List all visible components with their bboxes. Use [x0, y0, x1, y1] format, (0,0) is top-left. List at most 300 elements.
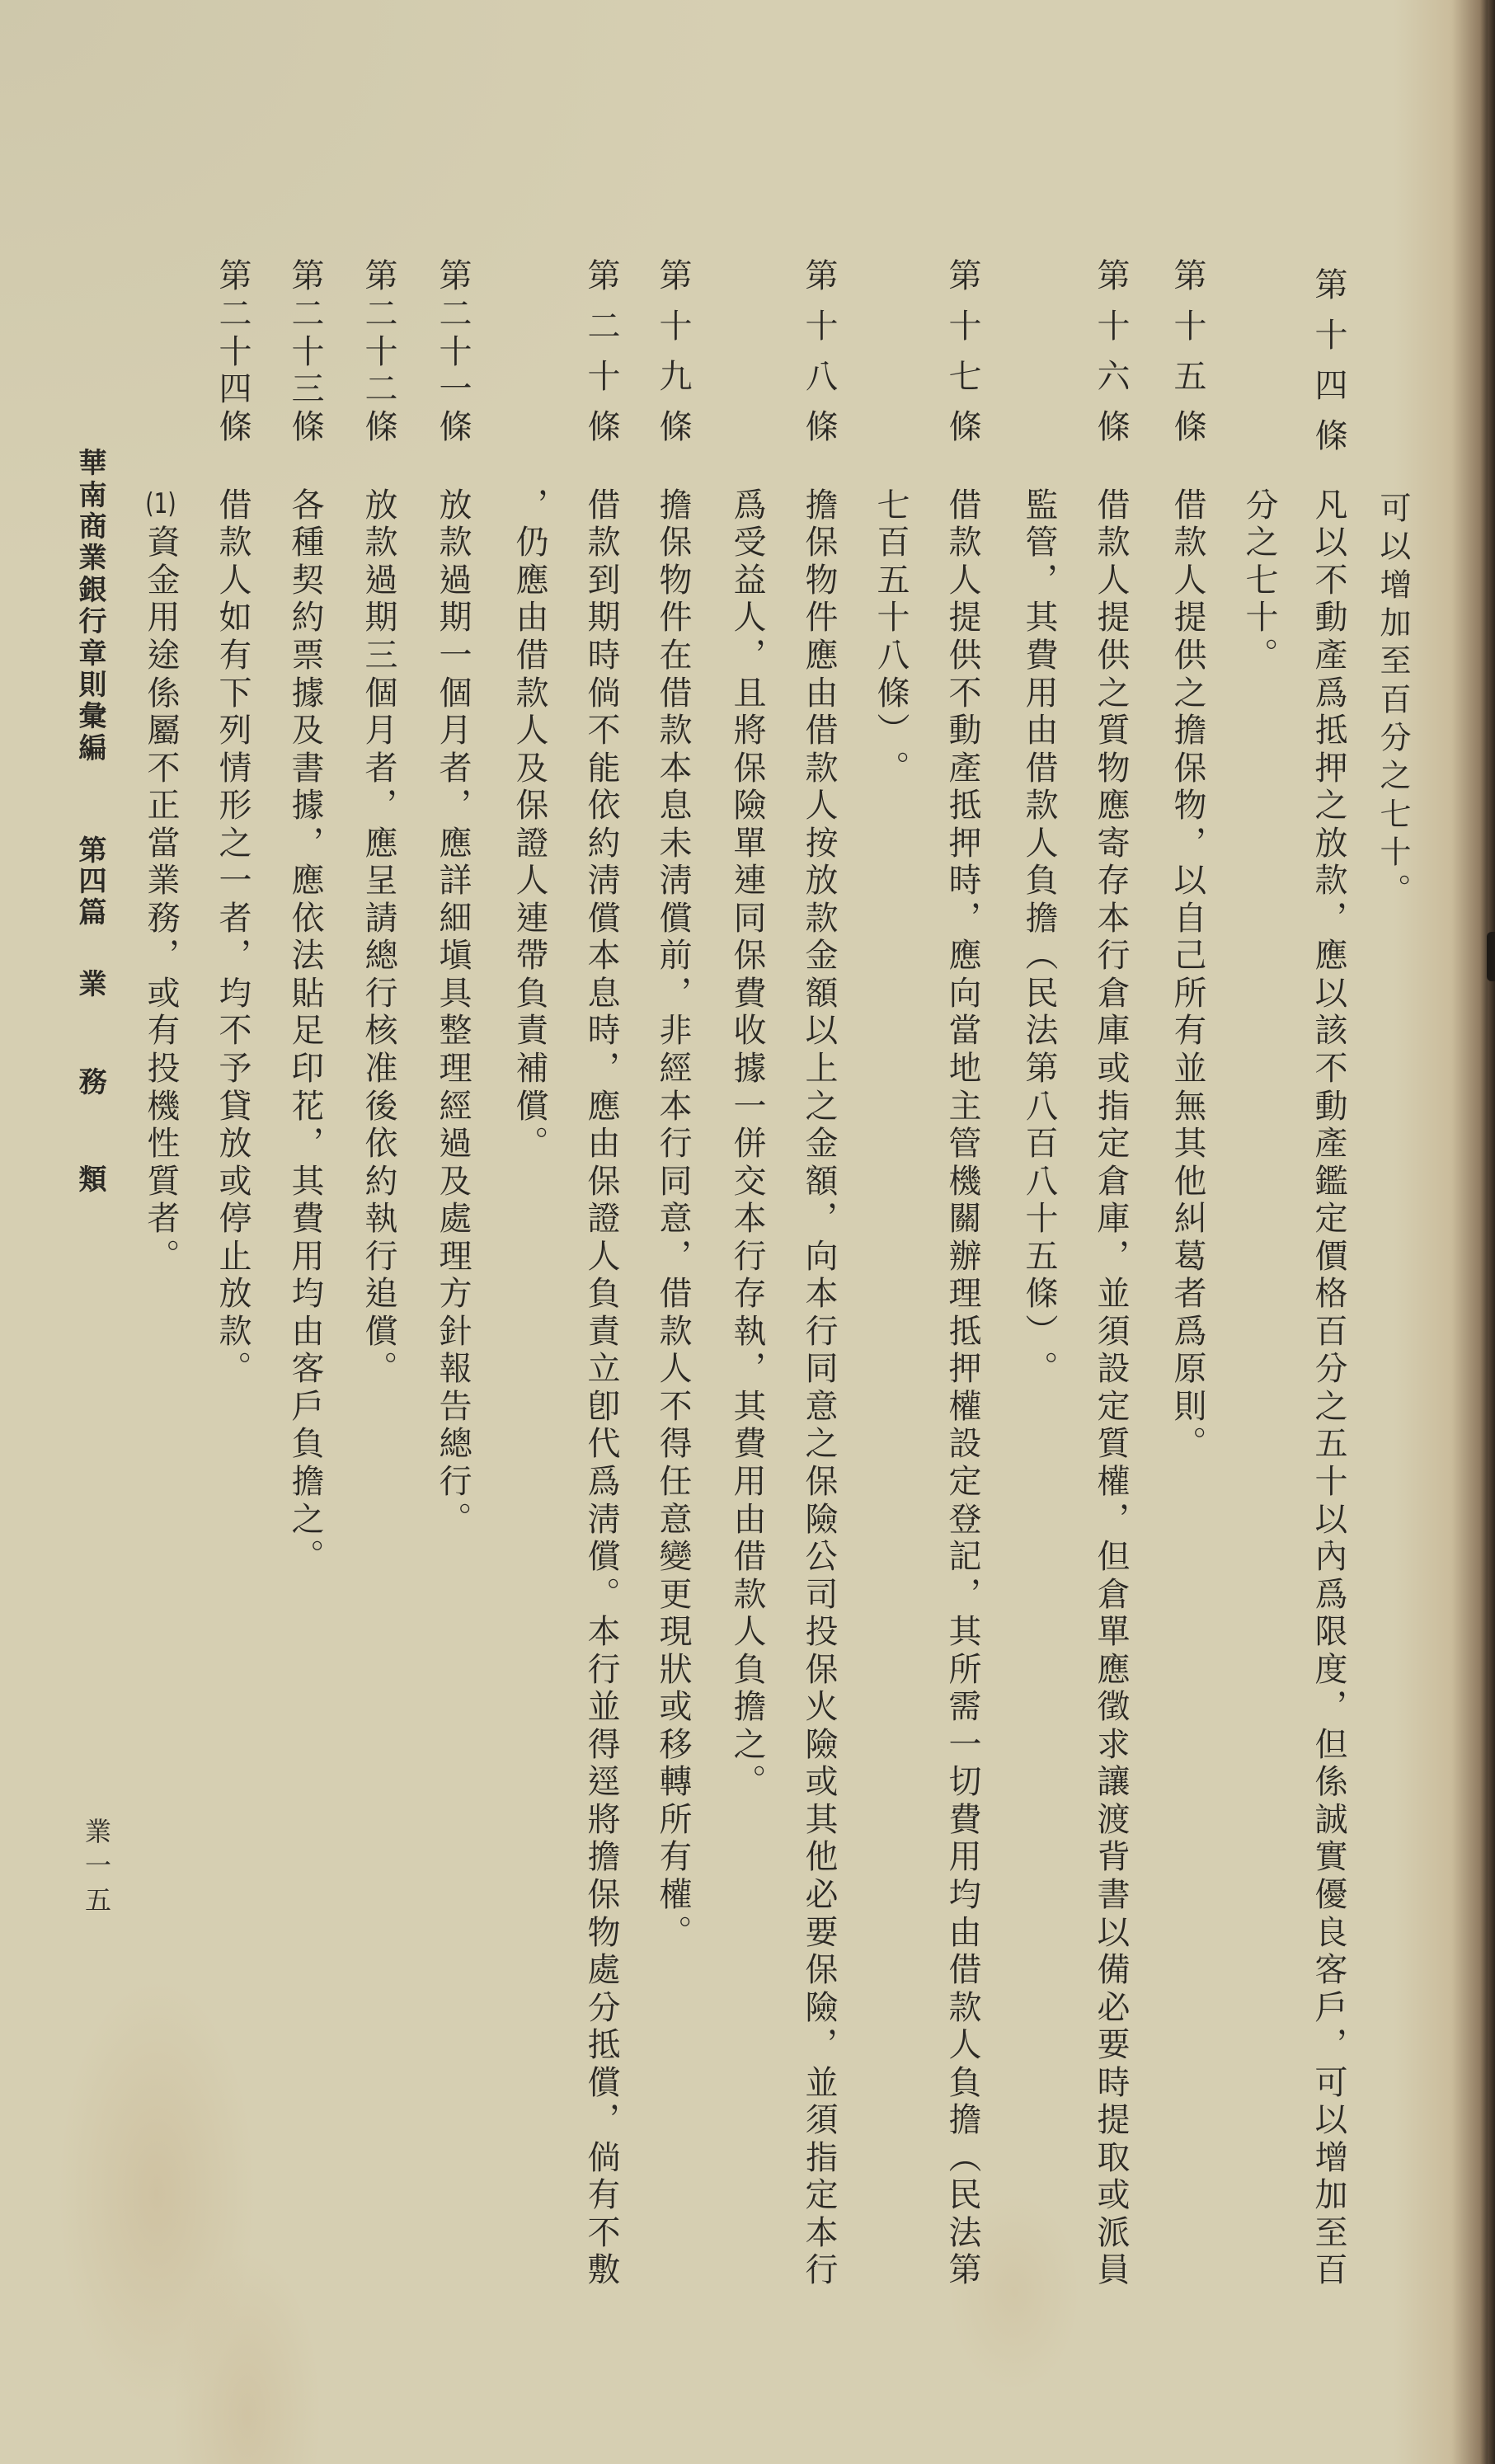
glyph: 百 [1309, 2252, 1347, 2286]
glyph: 並 [800, 2064, 838, 2098]
glyph: 第 [434, 258, 472, 291]
glyph: 五 [81, 1885, 112, 1912]
glyph: 負 [510, 975, 548, 1009]
glyph: 之 [1309, 1388, 1347, 1422]
glyph: 所 [1168, 975, 1206, 1009]
glyph: 用 [1020, 675, 1058, 708]
glyph: 其 [728, 1388, 766, 1422]
glyph: 背 [1092, 1839, 1130, 1873]
glyph: （ [1020, 938, 1058, 971]
glyph: 押 [943, 1351, 981, 1385]
glyph: 機 [943, 1163, 981, 1197]
glyph: 益 [728, 562, 766, 595]
glyph: 二 [360, 371, 397, 405]
article-label [1309, 267, 1347, 451]
glyph: 應 [510, 562, 548, 595]
glyph: 人 [728, 1614, 766, 1648]
glyph: 期 [582, 600, 620, 633]
article-text [286, 485, 324, 1574]
glyph: 及 [510, 750, 548, 783]
glyph: 淸 [654, 863, 692, 896]
glyph: ） [1020, 1313, 1058, 1347]
glyph: 係 [1309, 1764, 1347, 1798]
glyph: 條 [1309, 418, 1347, 451]
glyph: 約 [360, 1163, 397, 1197]
glyph: 存 [1092, 863, 1130, 896]
glyph: 至 [1309, 2214, 1347, 2248]
glyph: ， [728, 637, 766, 670]
glyph: 產 [1309, 637, 1347, 670]
glyph: 將 [728, 712, 766, 746]
glyph: 敷 [582, 2252, 620, 2286]
glyph: 抵 [943, 1313, 981, 1347]
glyph: 借 [1092, 487, 1130, 520]
glyph: 呈 [360, 863, 397, 896]
glyph: 均 [214, 975, 252, 1009]
book-title [71, 446, 109, 763]
glyph: 淸 [582, 863, 620, 896]
glyph: 。 [1375, 873, 1411, 905]
glyph: 由 [728, 1501, 766, 1535]
glyph: 不 [582, 712, 620, 746]
glyph: 擔 [582, 1839, 620, 1873]
glyph: ， [1020, 562, 1058, 595]
glyph: 立 [582, 1351, 620, 1385]
glyph: 。 [142, 1238, 180, 1272]
glyph: 經 [434, 1088, 472, 1121]
glyph: 取 [1092, 2139, 1130, 2173]
glyph: 法 [1020, 1013, 1058, 1046]
glyph: 款 [510, 675, 548, 708]
glyph: 應 [1092, 1651, 1130, 1685]
glyph: 之 [1375, 759, 1411, 791]
glyph: 以 [1309, 524, 1347, 558]
glyph: 一 [728, 1088, 766, 1121]
glyph: 業 [81, 1817, 112, 1844]
glyph: 本 [654, 1088, 692, 1121]
glyph: 額 [800, 1163, 838, 1197]
glyph: 放 [800, 863, 838, 896]
glyph: 理 [434, 1238, 472, 1272]
glyph: 關 [943, 1201, 981, 1234]
glyph: 本 [800, 2214, 838, 2248]
glyph: 過 [434, 562, 472, 595]
glyph: 十 [1240, 600, 1278, 633]
glyph: 優 [1309, 1877, 1347, 1910]
glyph: 五 [1168, 359, 1206, 392]
glyph: 供 [943, 637, 981, 670]
article-text [434, 485, 472, 1536]
glyph: 地 [943, 1050, 981, 1084]
glyph: 。 [214, 1351, 252, 1385]
glyph: 保 [800, 1651, 838, 1685]
glyph: 及 [286, 712, 324, 746]
glyph: 途 [142, 637, 180, 670]
glyph: 淸 [582, 1501, 620, 1535]
glyph: 本 [582, 938, 620, 971]
glyph: 時 [1092, 2064, 1130, 2098]
glyph: 內 [1309, 1539, 1347, 1573]
glyph: 第 [73, 835, 106, 863]
glyph: 爲 [1309, 675, 1347, 708]
glyph: 有 [1168, 1013, 1206, 1046]
glyph: 收 [728, 1013, 766, 1046]
glyph: 十 [1020, 1201, 1058, 1234]
glyph: 五 [1309, 1426, 1347, 1460]
glyph: 但 [1092, 1539, 1130, 1573]
glyph: 百 [1309, 1313, 1347, 1347]
glyph: 行 [73, 606, 106, 635]
glyph: 倉 [1092, 975, 1130, 1009]
glyph: 銀 [73, 574, 106, 603]
glyph: 准 [360, 1050, 397, 1084]
glyph: 借 [800, 712, 838, 746]
article-label [654, 258, 692, 442]
article-text [1309, 485, 1347, 2288]
glyph: 變 [654, 1539, 692, 1573]
glyph: 正 [142, 788, 180, 821]
glyph: 十 [654, 308, 692, 341]
glyph: ， [728, 1351, 766, 1385]
glyph: 借 [654, 675, 692, 708]
glyph: 其 [1168, 1126, 1206, 1159]
glyph: 該 [1309, 1013, 1347, 1046]
glyph: 負 [943, 2064, 981, 2098]
glyph: 或 [800, 1764, 838, 1798]
glyph: 。 [286, 1539, 324, 1573]
glyph: 限 [1309, 1614, 1347, 1648]
glyph: 本 [582, 1614, 620, 1648]
glyph: 月 [434, 712, 472, 746]
glyph: 類 [73, 1164, 106, 1192]
glyph: 人 [582, 1238, 620, 1272]
glyph: 物 [800, 562, 838, 595]
glyph: 篇 [73, 896, 106, 925]
glyph: 能 [582, 750, 620, 783]
glyph: 款 [654, 1313, 692, 1347]
glyph: 時 [582, 1013, 620, 1046]
glyph: 分 [1375, 720, 1411, 752]
glyph: 第 [214, 258, 252, 291]
article-text-continued [1240, 485, 1278, 673]
glyph: 票 [286, 637, 324, 670]
glyph: 貼 [286, 975, 324, 1009]
glyph: 情 [214, 750, 252, 783]
glyph: 期 [360, 600, 397, 633]
glyph: 款 [434, 524, 472, 558]
glyph: 現 [654, 1614, 692, 1648]
glyph: 行 [582, 1651, 620, 1685]
glyph: 本 [800, 1276, 838, 1310]
glyph: 人 [1168, 562, 1206, 595]
glyph: 六 [1092, 359, 1130, 392]
glyph: 但 [1309, 1726, 1347, 1760]
glyph: ， [943, 900, 981, 933]
glyph: 之 [800, 1426, 838, 1460]
glyph: 產 [1309, 1126, 1347, 1159]
glyph: 上 [800, 1050, 838, 1084]
glyph: 報 [434, 1351, 472, 1385]
glyph: 度 [1309, 1651, 1347, 1685]
glyph: 物 [1092, 750, 1130, 783]
glyph: 由 [582, 1126, 620, 1159]
glyph: 細 [434, 900, 472, 933]
glyph: 擔 [654, 487, 692, 520]
glyph: 十 [1375, 835, 1411, 867]
glyph: 費 [728, 1426, 766, 1460]
glyph: 增 [1375, 567, 1411, 600]
glyph: 過 [434, 1126, 472, 1159]
glyph: 息 [582, 975, 620, 1009]
article-label [800, 258, 838, 442]
glyph: 應 [360, 825, 397, 858]
glyph: 依 [286, 900, 324, 933]
glyph: 或 [214, 1163, 252, 1197]
glyph: ， [943, 1576, 981, 1610]
glyph: 條 [582, 409, 620, 442]
glyph: 據 [286, 675, 324, 708]
glyph: 轉 [654, 1764, 692, 1798]
glyph: 或 [1092, 2177, 1130, 2211]
glyph: 交 [728, 1163, 766, 1197]
article-label [434, 258, 472, 442]
glyph: 後 [360, 1088, 397, 1121]
glyph: 經 [654, 1050, 692, 1084]
glyph: 放 [1309, 825, 1347, 858]
glyph: 十 [943, 308, 981, 341]
glyph: 人 [510, 863, 548, 896]
glyph: 第 [943, 258, 981, 291]
glyph: 二 [214, 295, 252, 329]
glyph: 供 [1092, 637, 1130, 670]
glyph: 保 [654, 524, 692, 558]
glyph: 保 [800, 1952, 838, 1986]
glyph: 有 [582, 2177, 620, 2211]
article-label [286, 258, 324, 442]
glyph: 九 [654, 359, 692, 392]
glyph: 提 [943, 600, 981, 633]
glyph: 約 [582, 825, 620, 858]
glyph: 前 [654, 938, 692, 971]
glyph: 放 [214, 1276, 252, 1310]
glyph: 權 [943, 1388, 981, 1422]
glyph: 保 [582, 1163, 620, 1197]
glyph: 人 [654, 1351, 692, 1385]
glyph: 未 [654, 825, 692, 858]
glyph: 一 [943, 1726, 981, 1760]
glyph: 條 [800, 409, 838, 442]
glyph: 要 [800, 1914, 838, 1948]
glyph: 第 [943, 2252, 981, 2286]
glyph: 權 [1092, 1463, 1130, 1497]
glyph: ） [872, 712, 910, 746]
glyph: 放 [360, 487, 397, 520]
glyph: 火 [800, 1689, 838, 1723]
glyph: 須 [1092, 1313, 1130, 1347]
glyph: 條 [872, 675, 910, 708]
glyph: 並 [1092, 1276, 1130, 1310]
glyph: 增 [1309, 2139, 1347, 2173]
glyph: 必 [1092, 1989, 1130, 2023]
glyph: 機 [142, 1088, 180, 1121]
glyph: 商 [73, 510, 106, 539]
glyph: 帶 [510, 938, 548, 971]
glyph: 以 [1092, 1914, 1130, 1948]
glyph: 個 [434, 675, 472, 708]
glyph: 凡 [1309, 487, 1347, 520]
glyph: ， [434, 788, 472, 821]
glyph: 質 [1092, 712, 1130, 746]
glyph: 期 [434, 600, 472, 633]
glyph: 險 [800, 1501, 838, 1535]
glyph: 應 [943, 938, 981, 971]
glyph: 十 [360, 333, 397, 367]
glyph: 種 [286, 524, 324, 558]
glyph: 金 [142, 562, 180, 595]
glyph: 定 [1092, 1388, 1130, 1422]
glyph: 客 [286, 1351, 324, 1385]
glyph: 則 [73, 669, 106, 698]
glyph: ， [214, 938, 252, 971]
glyph: 二 [360, 295, 397, 329]
glyph: 至 [1375, 644, 1411, 676]
glyph: 方 [434, 1276, 472, 1310]
glyph: 本 [1092, 900, 1130, 933]
glyph: 追 [360, 1276, 397, 1310]
glyph: 人 [943, 562, 981, 595]
glyph: 動 [1309, 600, 1347, 633]
glyph: 戶 [286, 1388, 324, 1422]
glyph: 定 [1092, 1126, 1130, 1159]
glyph: 到 [582, 562, 620, 595]
glyph: 由 [800, 675, 838, 708]
glyph: 以 [1309, 975, 1347, 1009]
glyph: 形 [214, 788, 252, 821]
glyph: 連 [728, 863, 766, 896]
glyph: 償 [582, 900, 620, 933]
glyph: 第 [582, 258, 620, 291]
glyph: 用 [142, 600, 180, 633]
glyph: 第 [1092, 258, 1130, 291]
glyph: 時 [943, 863, 981, 896]
glyph: 印 [286, 1050, 324, 1084]
glyph: 爲 [1309, 1576, 1347, 1610]
glyph: 均 [943, 1877, 981, 1910]
glyph: 條 [360, 409, 397, 442]
glyph: 業 [73, 543, 106, 571]
glyph: 。 [1020, 1351, 1058, 1385]
glyph: 提 [1092, 600, 1130, 633]
list-marker [142, 485, 180, 523]
glyph: 由 [943, 1914, 981, 1948]
binding-clip [1487, 932, 1495, 981]
glyph: 南 [73, 479, 106, 508]
glyph: 設 [943, 1426, 981, 1460]
glyph: 定 [943, 1463, 981, 1497]
glyph: 負 [582, 1276, 620, 1310]
glyph: 處 [582, 1952, 620, 1986]
glyph: 款 [214, 1313, 252, 1347]
glyph: 倉 [1092, 1163, 1130, 1197]
glyph: 應 [286, 863, 324, 896]
glyph: ， [654, 1238, 692, 1272]
glyph: 書 [286, 750, 324, 783]
glyph: 存 [728, 1276, 766, 1310]
glyph: 八 [1020, 1163, 1058, 1197]
glyph: 在 [654, 637, 692, 670]
glyph: 負 [728, 1651, 766, 1685]
glyph: 百 [872, 524, 910, 558]
glyph: 停 [214, 1201, 252, 1234]
glyph: 管 [1020, 524, 1058, 558]
glyph: 倉 [1092, 1576, 1130, 1610]
glyph: 條 [1168, 409, 1206, 442]
glyph: 或 [654, 1689, 692, 1723]
glyph: 借 [943, 1952, 981, 1986]
page-number [78, 1813, 115, 1916]
glyph: 產 [943, 750, 981, 783]
glyph: 五 [1020, 1238, 1058, 1272]
glyph: 理 [943, 1276, 981, 1310]
glyph: 條 [286, 409, 324, 442]
glyph: 條 [434, 409, 472, 442]
glyph: 保 [728, 750, 766, 783]
glyph: 者 [434, 750, 472, 783]
glyph: 償 [510, 1088, 548, 1121]
glyph: 以 [1375, 529, 1411, 562]
glyph: 八 [800, 359, 838, 392]
glyph: 他 [800, 1839, 838, 1873]
glyph: 單 [1092, 1614, 1130, 1648]
glyph: 借 [728, 1539, 766, 1573]
glyph: 放 [434, 487, 472, 520]
glyph: 法 [286, 938, 324, 971]
glyph: 倘 [582, 2139, 620, 2173]
glyph: 及 [434, 1163, 472, 1197]
glyph: 十 [1309, 1463, 1347, 1497]
glyph: 以 [1168, 863, 1206, 896]
glyph: 者 [214, 900, 252, 933]
glyph: 款 [582, 524, 620, 558]
glyph: 卽 [582, 1388, 620, 1422]
glyph: 可 [1309, 2064, 1347, 2098]
glyph: 人 [943, 2027, 981, 2061]
glyph: ， [360, 788, 397, 821]
glyph: 擔 [286, 1463, 324, 1497]
glyph: 抵 [943, 788, 981, 821]
glyph: 保 [800, 524, 838, 558]
article-label [1168, 258, 1206, 442]
glyph: 用 [286, 1238, 324, 1272]
glyph: 不 [582, 2214, 620, 2248]
glyph: 華 [73, 448, 106, 477]
glyph: 將 [582, 1801, 620, 1835]
glyph: 總 [434, 1426, 472, 1460]
glyph: ， [1309, 1689, 1347, 1723]
glyph: 過 [360, 562, 397, 595]
glyph: 個 [360, 675, 397, 708]
glyph: 求 [1092, 1726, 1130, 1760]
glyph: 由 [286, 1313, 324, 1347]
glyph: 己 [1168, 938, 1206, 971]
glyph: 四 [1309, 368, 1347, 401]
glyph: 保 [510, 788, 548, 821]
glyph: 借 [654, 1276, 692, 1310]
glyph: 一 [434, 637, 472, 670]
glyph: 百 [1375, 682, 1411, 714]
glyph: 之 [286, 1501, 324, 1535]
article-text [582, 485, 620, 2288]
